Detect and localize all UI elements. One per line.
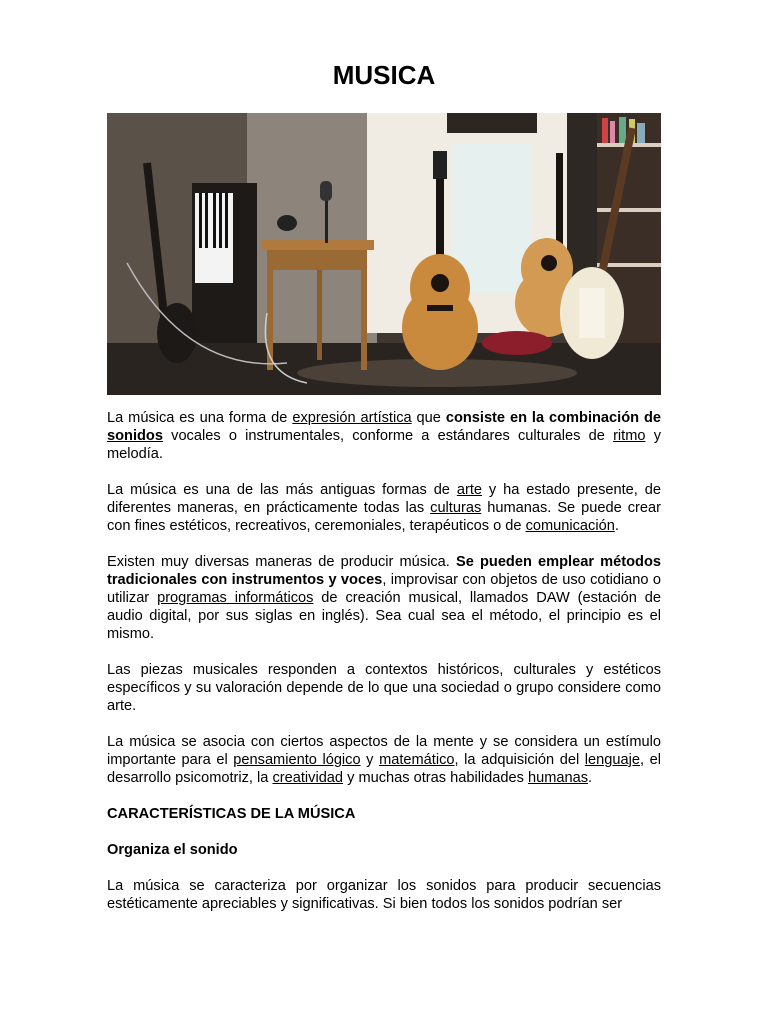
music-studio-photo	[107, 113, 661, 395]
text: humanas. Se puede crear con fines estéticos, recreativos, ceremoniales, terapéuticos o de	[107, 500, 661, 534]
link-culturas[interactable]: culturas	[430, 500, 482, 516]
section-heading: CARACTERÍSTICAS DE LA MÚSICA	[107, 806, 356, 822]
text: y muchas otras habilidades	[343, 770, 528, 786]
link-programas-informaticos[interactable]: programas informáticos	[157, 590, 314, 606]
link-comunicacion[interactable]: comunicación	[525, 518, 615, 534]
text: , improvisar con objetos de uso cotidiano o utilizar	[107, 572, 661, 606]
text: y melodía.	[107, 428, 661, 462]
text: Existen muy diversas maneras de producir música.	[107, 554, 456, 570]
document-title: MUSICA	[332, 60, 436, 90]
paragraph-5	[107, 733, 661, 787]
text: y	[360, 752, 380, 768]
text: .	[588, 770, 593, 786]
paragraph-6: La música se caracteriza por organizar los sonidos para producir secuencias estéticamente apreciables y significativas. Si bien todos los sonidos podrían ser	[107, 878, 661, 912]
text: La música es una forma de	[107, 410, 293, 426]
text: de creación musical, llamados DAW (estación de audio digital, por sus siglas en inglés). Sea cual sea el método, el principio es el mismo.	[107, 590, 661, 642]
text: consiste en la combinación de	[445, 410, 661, 426]
paragraph-3	[107, 553, 661, 643]
photo-illustration	[107, 113, 661, 395]
link-pensamiento-logico[interactable]: pensamiento lógico	[233, 752, 361, 768]
link-ritmo[interactable]: ritmo	[613, 428, 646, 444]
paragraph-1	[107, 409, 661, 463]
link-expresion-artistica[interactable]: expresión artística	[292, 410, 412, 426]
bold-text: Se pueden emplear métodos tradicionales con instrumentos y voces	[107, 554, 661, 588]
text: , el desarrollo psicomotriz, la	[107, 752, 661, 786]
link-creatividad[interactable]: creatividad	[272, 770, 344, 786]
text: vocales o instrumentales, conforme a estándares culturales de	[162, 428, 614, 444]
link-lenguaje[interactable]: lenguaje	[584, 752, 640, 768]
link-arte[interactable]: arte	[456, 482, 482, 498]
paragraph-2	[107, 481, 661, 535]
text: y ha estado presente, de diferentes maneras, en prácticamente todas las	[107, 482, 662, 516]
link-sonidos[interactable]: sonidos	[107, 428, 163, 444]
link-humanas[interactable]: humanas	[528, 770, 589, 786]
subsection-heading: Organiza el sonido	[107, 842, 238, 858]
text: La música es una de las más antiguas formas de	[107, 482, 457, 498]
text: que	[411, 410, 446, 426]
paragraph-4: Las piezas musicales responden a contextos históricos, culturales y estéticos específicos y su valoración depende de lo que una sociedad o grupo considere como arte.	[107, 662, 661, 714]
text: La música se asocia con ciertos aspectos de la mente y se considera un estímulo importante para el	[107, 734, 661, 768]
text: , la adquisición del	[454, 752, 585, 768]
text: .	[614, 518, 619, 534]
link-matematico[interactable]: matemático	[379, 752, 455, 768]
document-body	[107, 409, 661, 931]
